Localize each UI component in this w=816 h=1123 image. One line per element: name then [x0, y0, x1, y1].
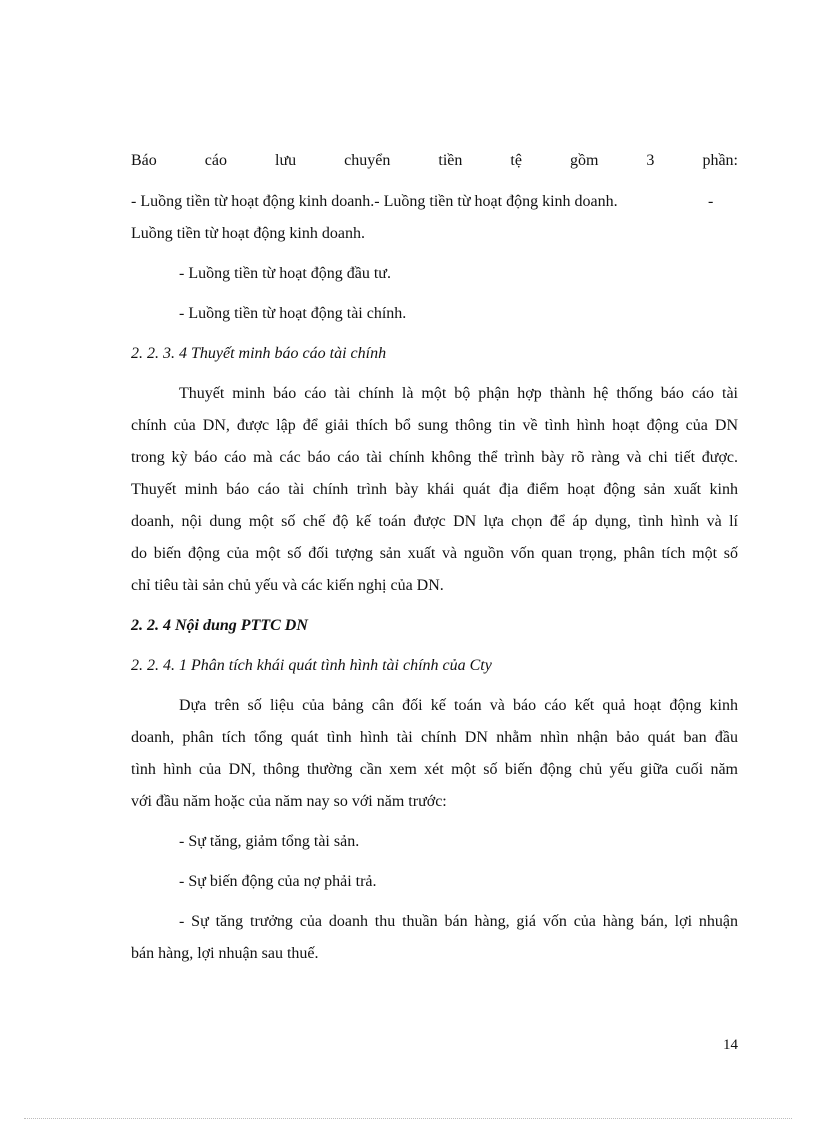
para2-line: với đầu năm hoặc của năm nay so với năm trước: — [131, 793, 447, 810]
page-bottom-divider — [24, 1118, 792, 1119]
intro-word: Báo — [131, 152, 157, 169]
section-heading-224: 2. 2. 4 Nội dung PTTC DN — [131, 617, 308, 634]
para1-line: Thuyết minh báo cáo tài chính là một bộ phận hợp thành hệ thống báo cáo tài — [179, 385, 738, 402]
operating-text: - Luồng tiền từ hoạt động kinh doanh.- Luồng tiền từ hoạt động kinh doanh. — [131, 193, 618, 210]
revenue-growth-item: - Sự tăng trưởng của doanh thu thuần bán hàng, giá vốn của hàng bán, lợi nhuận — [179, 913, 738, 930]
para2-line: Dựa trên số liệu của bảng cân đối kế toán và báo cáo kết quả hoạt động kinh — [179, 697, 738, 714]
cash-flow-intro-line — [131, 145, 738, 177]
para1-line: chính của DN, được lập để giải thích bổ sung thông tin về tình hình hoạt động của DN — [131, 417, 738, 434]
para2-line: tình hình của DN, thông thường cần xem xét một số biến động chủ yếu giữa cuối năm — [131, 761, 738, 778]
intro-word: gồm — [569, 152, 599, 169]
para1-line: Thuyết minh báo cáo tài chính trình bày khái quát địa điểm hoạt động sản xuất kinh — [131, 481, 738, 498]
intro-word: tệ — [510, 152, 522, 169]
para1-line: do biến động của một số đối tượng sản xuất và nguồn vốn quan trọng, phân tích một số — [131, 545, 738, 562]
intro-word: phần: — [702, 152, 738, 169]
para1-line: doanh, nội dung một số chế độ kế toán được DN lựa chọn để áp dụng, tình hình và lí — [131, 513, 738, 530]
page-number: 14 — [723, 1037, 738, 1053]
debt-change-item: - Sự biến động của nợ phải trả. — [179, 873, 377, 890]
intro-word: tiền — [438, 152, 463, 169]
assets-change-item: - Sự tăng, giảm tổng tài sản. — [179, 833, 360, 850]
intro-word: 3 — [646, 152, 655, 169]
para1-line: trong kỳ báo cáo mà các báo cáo tài chính không thể trình bày rõ ràng và chi tiết được. — [131, 449, 738, 466]
intro-word: chuyển — [344, 152, 391, 169]
revenue-growth-item-continued: bán hàng, lợi nhuận sau thuế. — [131, 945, 319, 962]
cash-flow-operating-continued: Luồng tiền từ hoạt động kinh doanh. — [131, 225, 365, 242]
section-heading-2234: 2. 2. 3. 4 Thuyết minh báo cáo tài chính — [131, 345, 387, 362]
operating-dash: - — [708, 193, 714, 210]
cash-flow-investing-item: - Luồng tiền từ hoạt động đầu tư. — [179, 265, 391, 282]
page-body — [131, 0, 738, 1000]
cash-flow-operating-line — [131, 186, 738, 218]
section-heading-2241: 2. 2. 4. 1 Phân tích khái quát tình hình tài chính của Cty — [131, 657, 492, 674]
para2-line: doanh, phân tích tổng quát tình hình tài chính DN nhằm nhìn nhận bảo quát ban đầu — [131, 729, 738, 746]
intro-word: cáo — [204, 152, 227, 169]
intro-word: lưu — [275, 152, 297, 169]
cash-flow-financing-item: - Luồng tiền từ hoạt động tài chính. — [179, 305, 407, 322]
para1-line: chỉ tiêu tài sản chủ yếu và các kiến nghị của DN. — [131, 577, 444, 594]
